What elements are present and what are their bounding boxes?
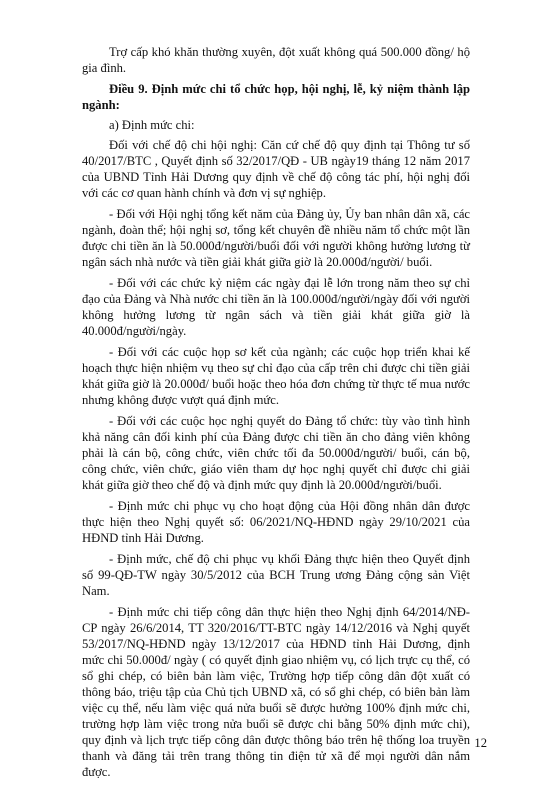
subheading-a: a) Định mức chi: [109,118,195,132]
paragraph-annual-review: - Đối với Hội nghị tổng kết năm của Đảng ủy, Ủy ban nhân dân xã, các ngành, đoàn thể; hội nghị sơ, tổng kết chuyên đề nhiều năm tổ chức một lần được chi tiền ăn là 50.000đ/người/buổi đối với người không hưởng lương từ ngân sách nhà nước và tiền giải khát giữa giờ là 20.000đ/người/ buổi. [82,207,470,269]
paragraph-conference-regime: Đối với chế độ chi hội nghị: Căn cứ chế độ quy định tại Thông tư số 40/2017/BTC , Quyết định số 32/2017/QĐ - UB ngày19 tháng 12 năm 2017 của UBND Tỉnh Hải Dương quy định về chế độ công tác phí, hội nghị đối với các cơ quan hành chính và đơn vị sự nghiệp. [82,138,470,200]
page-number: 12 [474,736,487,750]
paragraph-sector-meetings: - Đối với các cuộc họp sơ kết của ngành; các cuộc họp triển khai kế hoạch thực hiện nhiệm vụ theo sự chỉ đạo của cấp trên chi được chi tiền giải khát giữa giờ là 20.000đ/ buổi hoặc theo hóa đơn chứng từ thực tế mua nước nhưng không được vượt quá định mức. [82,345,470,407]
paragraph-anniversary: - Đối với các chức kỷ niệm các ngày đại lễ lớn trong năm theo sự chỉ đạo của Đảng và Nhà nước chi tiền ăn là 100.000đ/người/ngày đối với người không hưởng lương từ ngân sách và tiền giải khát giữa giờ là 40.000đ/người/ngày. [82,276,470,338]
paragraph-resolution-study: - Đối với các cuộc học nghị quyết do Đảng tổ chức: tùy vào tình hình khả năng cân đối kinh phí của Đảng được chi tiền ăn cho đảng viên không phải là cán bộ, công chức, viên chức tối đa 50.000đ/người/ buổi, cán bộ, công chức, viên chức, giáo viên tham dự học nghị quyết chỉ được chi giải khát giữa giờ theo chế độ và định mức quy định là 20.000đ/người/buổi. [82,414,470,492]
article-9-heading: Điều 9. Định mức chi tổ chức họp, hội nghị, lễ, kỷ niệm thành lập ngành: [82,82,470,112]
paragraph-peoples-council: - Định mức chi phục vụ cho hoạt động của Hội đồng nhân dân được thực hiện theo Nghị quyết số: 06/2021/NQ-HĐND ngày 29/10/2021 của HĐND tỉnh Hải Dương. [82,499,470,545]
paragraph-allowance: Trợ cấp khó khăn thường xuyên, đột xuất không quá 500.000 đồng/ hộ gia đình. [82,45,470,75]
paragraph-citizen-reception: - Định mức chi tiếp công dân thực hiện theo Nghị định 64/2014/NĐ-CP ngày 26/6/2014, TT 320/2016/TT-BTC ngày 14/12/2016 và Nghị quyết 53/2017/NQ-HĐND ngày 13/12/2017 của HĐND tỉnh Hải Dương, định mức chi 50.000đ/ ngày ( có quyết định giao nhiệm vụ, có lịch trực cụ thể, có sổ ghi chép, có biên bản làm việc, Trường hợp tiếp công dân đột xuất có thông báo, triệu tập của Chủ tịch UBND xã, có sổ ghi chép, có biên bản làm việc cụ thể, nếu làm việc quá nửa buổi sẽ được hưởng 100% định mức chi, trường hợp làm việc trong nửa buổi sẽ được chi bằng 50% định mức chi), quy định và lịch trực tiếp công dân được thông báo trên hệ thống loa truyền thanh và đăng tải trên trang thông tin điện tử xã để mọi người dân nắm được. [82,605,470,779]
paragraph-party-bloc: - Định mức, chế độ chi phục vụ khối Đảng thực hiện theo Quyết định số 99-QĐ-TW ngày 30/5/2012 của BCH Trung ương Đảng cộng sản Việt Nam. [82,552,470,598]
document-body [82,44,470,785]
